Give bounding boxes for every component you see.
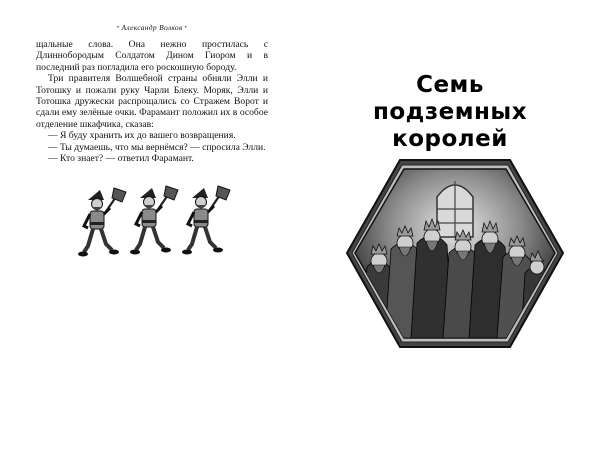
bullet-icon: • [184,25,188,31]
chapter-title [350,72,550,153]
title-line: королей [392,126,508,152]
running-head [36,23,268,32]
paragraph: Три правителя Волшебной страны обняли Элли и Тотошку и пожали руку Чарли Блеку. Моряк, Элли и Тотошка дружески распрощались со Стражем Ворот и сдали ему зелёные очки. Фарамант положил их в особое отделение шкафчика, сказав: [36,73,268,130]
gnome-figure [130,186,178,255]
paragraph: щальные слова. Она нежно простилась с Длиннобородым Солдатом Дином Гиором и в последний раз погладила его роскошную бороду. [36,39,268,73]
right-page [300,0,600,466]
dialogue-line: — Я буду хранить их до вашего возвращения. [48,130,236,142]
dialogue-line: — Ты думаешь, что мы вернёмся? — спросила Элли. [48,141,266,153]
gnome-figure [78,188,126,257]
title-line: подземных [372,99,528,125]
marching-gnomes-illustration [78,172,238,264]
bullet-icon: • [116,25,120,31]
seven-kings-illustration [345,157,565,350]
running-head-author: Александр Волков [121,23,183,32]
title-line: Семь [416,72,484,98]
dialogue-line: — Кто знает? — ответил Фарамант. [48,153,194,165]
body-text [36,39,268,164]
gnome-figure [182,186,230,255]
